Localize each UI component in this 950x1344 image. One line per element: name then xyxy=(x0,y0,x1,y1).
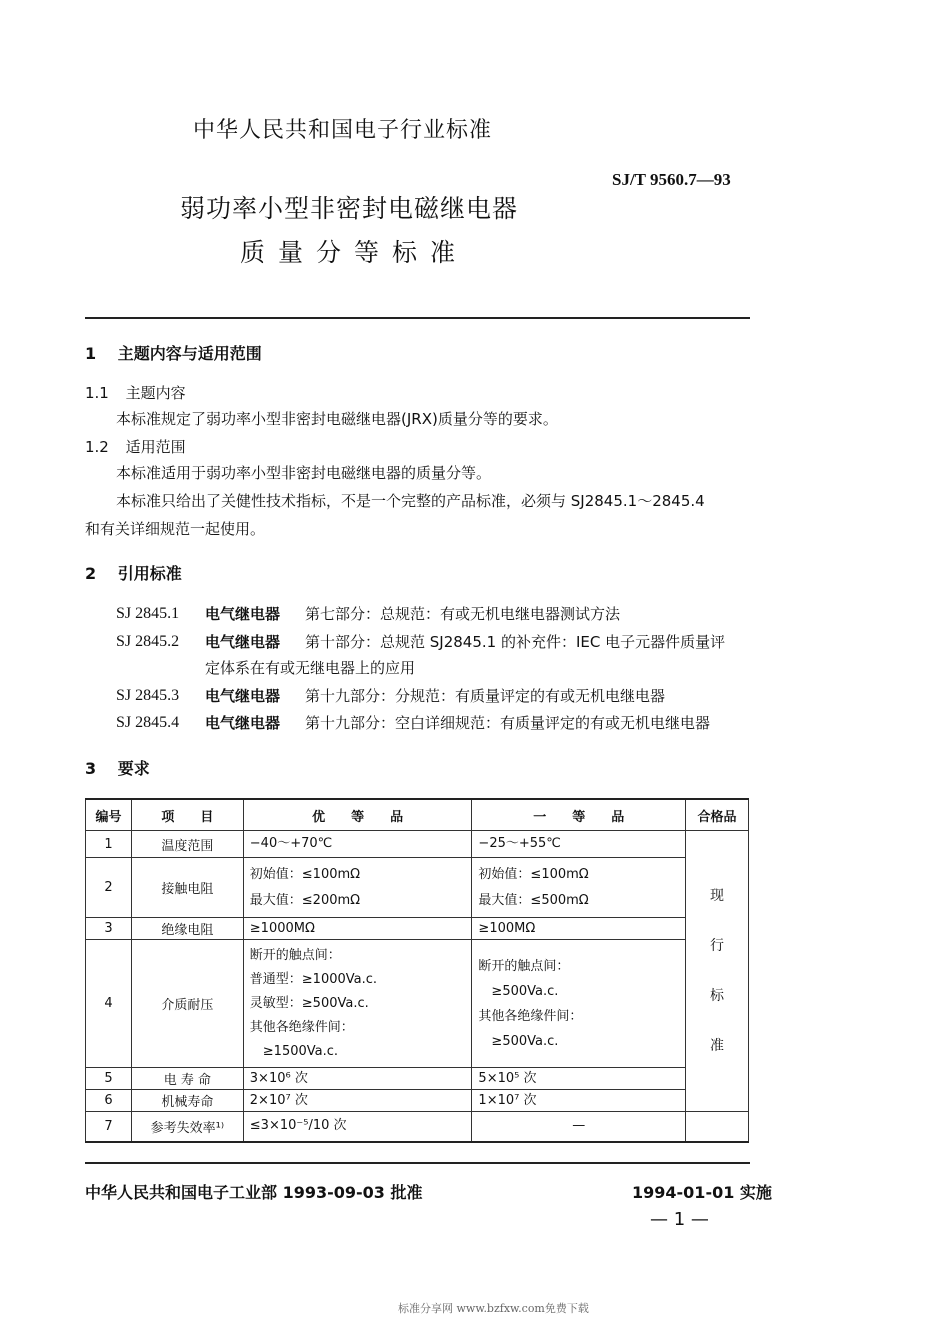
table-row xyxy=(86,858,749,918)
section-3-heading xyxy=(85,756,150,779)
row-superior xyxy=(243,918,472,940)
table-row xyxy=(86,1112,749,1142)
value-line: 普通型：≥1000Va.c. xyxy=(249,971,378,987)
value-line: ≥1500Va.c. xyxy=(249,1043,339,1059)
section-title: 引用标准 xyxy=(117,564,182,583)
row-item: 介质耐压 xyxy=(131,940,243,1068)
qualified-current-standard xyxy=(686,831,749,1112)
value-line: 初始值：≤100mΩ xyxy=(478,866,589,882)
reference-description-cont: 定体系在有或无继电器上的应用 xyxy=(205,659,416,677)
value-line: — xyxy=(572,1118,586,1134)
section-number: 3 xyxy=(85,759,97,778)
value-line: 断开的触点间： xyxy=(249,947,341,963)
row-no: 2 xyxy=(86,858,132,918)
row-item: 绝缘电阻 xyxy=(131,918,243,940)
row-first-class xyxy=(472,1068,686,1090)
watermark: 标准分享网 www.bzfxw.com免费下载 xyxy=(398,1302,589,1315)
section-title: 要求 xyxy=(117,759,150,778)
reference-code: SJ 2845.2 xyxy=(116,633,180,650)
reference-code: SJ 2845.1 xyxy=(116,605,180,622)
reference-item xyxy=(116,712,179,732)
row-first-class xyxy=(472,858,686,918)
value-line: 最大值：≤200mΩ xyxy=(249,892,361,908)
row-item: 参考失效率¹⁾ xyxy=(131,1112,243,1142)
qualified-char: 标 xyxy=(710,988,725,1004)
section-number: 1.2 xyxy=(85,438,109,456)
value-line: 2×10⁷ 次 xyxy=(249,1092,308,1108)
reference-description: 第七部分：总规范：有或无机电继电器测试方法 xyxy=(305,605,621,623)
section-1-2-text: 本标准只给出了关健性技术指标，不是一个完整的产品标准，必须与 SJ2845.1～2845.4 xyxy=(116,492,705,510)
reference-description: 第十九部分：空白详细规范：有质量评定的有或无机电继电器 xyxy=(305,714,711,732)
qualified-empty-cell xyxy=(686,1112,749,1142)
reference-item xyxy=(116,631,179,651)
row-superior xyxy=(243,940,472,1068)
value-line: ≤3×10⁻⁵/10 次 xyxy=(249,1118,347,1134)
value-line: 其他各绝缘件间： xyxy=(478,1008,583,1024)
value-line: 初始值：≤100mΩ xyxy=(249,866,361,882)
section-title: 主题内容 xyxy=(125,384,186,402)
value-line: −40～+70℃ xyxy=(249,836,333,851)
value-line: 最大值：≤500mΩ xyxy=(478,892,589,908)
header-qualified: 合格品 xyxy=(686,799,749,831)
header-item: 项 目 xyxy=(131,799,243,831)
table-header-row xyxy=(86,799,749,831)
reference-category: 电气继电器 xyxy=(205,687,281,705)
value-line: 断开的触点间： xyxy=(478,958,570,974)
section-2-heading xyxy=(85,561,182,584)
reference-category: 电气继电器 xyxy=(205,605,281,623)
table-row xyxy=(86,831,749,858)
row-no: 7 xyxy=(86,1112,132,1142)
row-first-class xyxy=(472,918,686,940)
reference-code: SJ 2845.3 xyxy=(116,687,180,704)
document-title-line2: 质量分等标准 xyxy=(240,238,469,267)
approval-line: 中华人民共和国电子工业部 1993-09-03 批准 xyxy=(85,1183,423,1202)
section-1-2-heading xyxy=(85,436,186,457)
standard-code: SJ/T 9560.7—93 xyxy=(612,170,731,189)
effective-date: 1994-01-01 实施 xyxy=(632,1183,772,1202)
value-line: ≥100MΩ xyxy=(478,920,536,936)
reference-description: 第十部分：总规范 SJ2845.1 的补充件：IEC 电子元器件质量评 xyxy=(305,633,726,651)
row-superior xyxy=(243,858,472,918)
header-divider xyxy=(85,317,750,319)
row-no: 6 xyxy=(86,1090,132,1112)
row-superior xyxy=(243,1068,472,1090)
row-item: 接触电阻 xyxy=(131,858,243,918)
section-number: 1 xyxy=(85,344,97,363)
qualified-char: 准 xyxy=(710,1038,725,1054)
requirements-table xyxy=(85,798,749,1143)
section-1-2-text: 本标准适用于弱功率小型非密封电磁继电器的质量分等。 xyxy=(116,464,492,482)
row-no: 4 xyxy=(86,940,132,1068)
table-row xyxy=(86,1090,749,1112)
qualified-char: 现 xyxy=(710,888,725,904)
reference-category: 电气继电器 xyxy=(205,633,281,651)
row-no: 3 xyxy=(86,918,132,940)
footer-divider xyxy=(85,1162,750,1164)
reference-description: 第十九部分：分规范：有质量评定的有或无机电继电器 xyxy=(305,687,666,705)
section-1-heading xyxy=(85,341,262,364)
value-line: 其他各绝缘件间： xyxy=(249,1019,354,1035)
table-row xyxy=(86,940,749,1068)
row-item: 电 寿 命 xyxy=(131,1068,243,1090)
reference-item xyxy=(116,603,179,623)
value-line: ≥1000MΩ xyxy=(249,920,315,936)
value-line: 1×10⁷ 次 xyxy=(478,1092,537,1108)
section-title: 适用范围 xyxy=(125,438,186,456)
row-item: 温度范围 xyxy=(131,831,243,858)
table-row xyxy=(86,918,749,940)
value-line: −25～+55℃ xyxy=(478,836,561,851)
value-line: ≥500Va.c. xyxy=(478,1033,559,1049)
row-superior xyxy=(243,1112,472,1142)
section-1-2-text: 和有关详细规范一起使用。 xyxy=(85,520,266,538)
section-number: 2 xyxy=(85,564,97,583)
qualified-char: 行 xyxy=(710,938,725,954)
value-line: 5×10⁵ 次 xyxy=(478,1070,537,1086)
row-superior xyxy=(243,1090,472,1112)
header-no: 编号 xyxy=(86,799,132,831)
section-number: 1.1 xyxy=(85,384,109,402)
row-superior xyxy=(243,831,472,858)
section-1-1-heading xyxy=(85,382,186,403)
header-first-class: 一 等 品 xyxy=(472,799,686,831)
table-row xyxy=(86,1068,749,1090)
value-line: 3×10⁶ 次 xyxy=(249,1070,308,1086)
row-first-class xyxy=(472,1090,686,1112)
reference-category: 电气继电器 xyxy=(205,714,281,732)
issuing-organization: 中华人民共和国电子行业标准 xyxy=(193,118,493,143)
header-superior: 优 等 品 xyxy=(243,799,472,831)
row-first-class xyxy=(472,831,686,858)
row-first-class xyxy=(472,1112,686,1142)
value-line: ≥500Va.c. xyxy=(478,983,559,999)
section-title: 主题内容与适用范围 xyxy=(117,344,262,363)
section-1-1-text: 本标准规定了弱功率小型非密封电磁继电器(JRX)质量分等的要求。 xyxy=(116,410,558,428)
row-item: 机械寿命 xyxy=(131,1090,243,1112)
row-no: 5 xyxy=(86,1068,132,1090)
page-number: — 1 — xyxy=(650,1209,709,1230)
row-first-class xyxy=(472,940,686,1068)
row-no: 1 xyxy=(86,831,132,858)
reference-code: SJ 2845.4 xyxy=(116,714,180,731)
reference-item xyxy=(116,685,179,705)
document-title-line1: 弱功率小型非密封电磁继电器 xyxy=(180,194,519,223)
value-line: 灵敏型：≥500Va.c. xyxy=(249,995,369,1011)
